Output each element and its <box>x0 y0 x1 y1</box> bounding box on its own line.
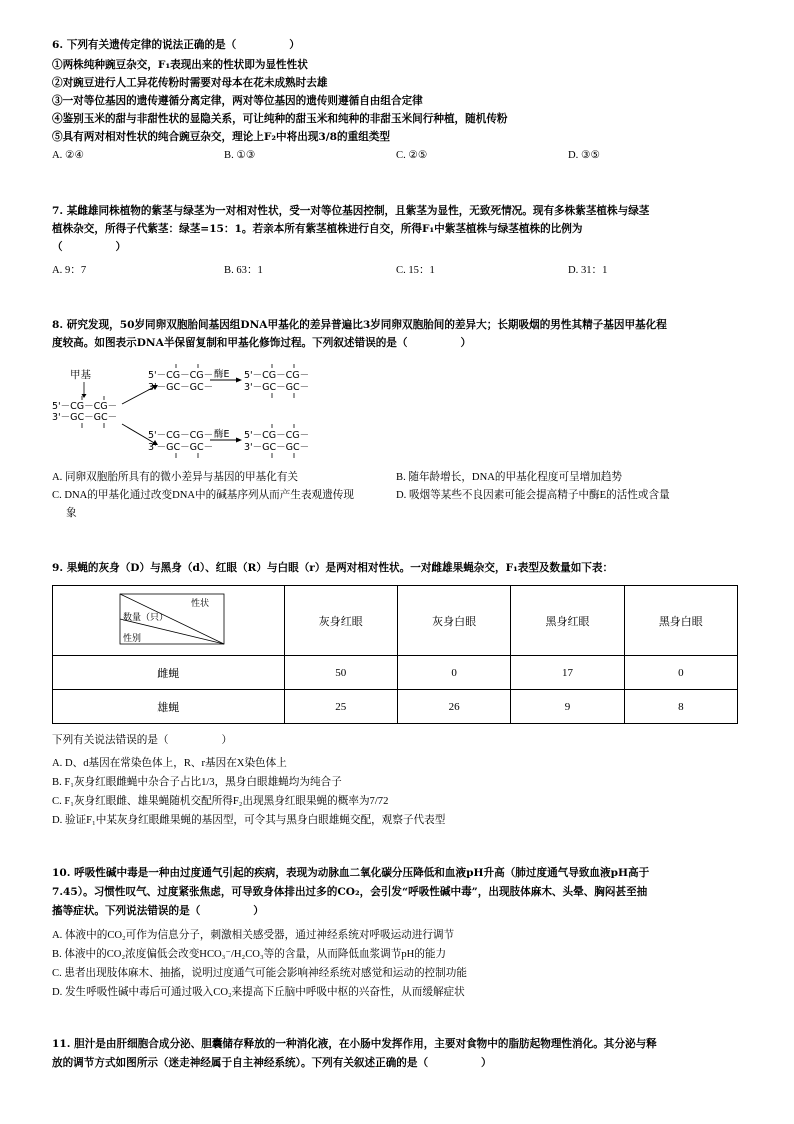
methyl-label: 甲基 <box>70 369 91 381</box>
table-header-cell: 黑身白眼 <box>624 586 737 656</box>
q8-option-c-cont: 象 <box>66 508 77 519</box>
diagonal-lines <box>53 586 285 656</box>
q6-option-d: D. ③⑤ <box>568 150 600 161</box>
q7-option-c: C. 15：1 <box>396 265 435 276</box>
table-cell: 17 <box>511 656 624 690</box>
q6-item-2: ②对豌豆进行人工异花传粉时需要对母本在花未成熟时去雄 <box>52 77 328 89</box>
table-header-cell: 灰身白眼 <box>397 586 510 656</box>
table-row <box>53 690 738 724</box>
daughter-1-methylated-bottom: 3'－GC－GC－ <box>244 382 310 393</box>
q7-stem-line3: （ ） <box>52 241 127 253</box>
corner-trait-label: 性状 <box>191 598 210 608</box>
q8-option-b: B. 随年龄增长，DNA的甲基化程度可呈增加趋势 <box>396 472 623 483</box>
daughter-2-methylated-top: 5'－CG－CG－ <box>244 430 310 441</box>
q10-option-b: B. 体液中的CO₂浓度偏低会改变HCO₃⁻/H₂CO₃等的含量，从而降低血浆调节pH的能力 <box>52 949 447 960</box>
q10-option-c: C. 患者出现肢体麻木、抽搐，说明过度通气可能会影响神经系统对感觉和运动的控制功能 <box>52 968 467 979</box>
q9-option-d: D. 验证F₁中某灰身红眼雌果蝇的基因型，可令其与黑身白眼雄蝇交配，观察子代表型 <box>52 815 446 826</box>
q6-item-3: ③一对等位基因的遗传遵循分离定律，两对等位基因的遗传则遵循自由组合定律 <box>52 95 423 107</box>
q10-stem-line1: 10. 呼吸性碱中毒是一种由过度通气引起的疾病，表现为动脉血二氧化碳分压降低和血液pH升高（肺过度通气导致血液pH高于 <box>52 867 650 879</box>
q6-option-c: C. ②⑤ <box>396 150 428 161</box>
daughter-1-methylated-top: 5'－CG－CG－ <box>244 370 310 381</box>
table-cell: 0 <box>397 656 510 690</box>
table-row <box>53 656 738 690</box>
table-cell: 26 <box>397 690 510 724</box>
q8-option-d: D. 吸烟等某些不良因素可能会提高精子中酶E的活性或含量 <box>396 490 670 501</box>
q7-stem-line1: 7. 某雌雄同株植物的紫茎与绿茎为一对相对性状，受一对等位基因控制，且紫茎为显性，无致死情况。现有多株紫茎植株与绿茎 <box>52 205 650 217</box>
dna-methylation-diagram <box>52 360 312 470</box>
row-label-female: 雌蝇 <box>53 656 285 690</box>
table-cell: 0 <box>624 656 737 690</box>
q10-stem-line2: 7.45）。习惯性叹气、过度紧张焦虑，可导致身体排出过多的CO₂，会引发“呼吸性碱中毒”，出现肢体麻木、头晕、胸闷甚至抽 <box>52 886 648 898</box>
q8-option-c: C. DNA的甲基化通过改变DNA中的碱基序列从而产生表观遗传现 <box>52 490 354 501</box>
q6-item-5: ⑤具有两对相对性状的纯合豌豆杂交，理论上F₂中将出现3/8的重组类型 <box>52 131 390 143</box>
q11-stem-line1: 11. 胆汁是由肝细胞合成分泌、胆囊储存释放的一种消化液，在小肠中发挥作用，主要对食物中的脂肪起物理性消化。其分泌与释 <box>52 1038 657 1050</box>
table-cell: 8 <box>624 690 737 724</box>
enzyme-label-upper: 酶E <box>214 369 230 380</box>
daughter-1-bottom: 3'－GC－GC－ <box>148 382 214 393</box>
q6-option-b: B. ①③ <box>224 150 256 161</box>
q9-ask: 下列有关说法错误的是（ ） <box>52 735 233 746</box>
table-corner-cell <box>53 586 285 656</box>
q10-option-d: D. 发生呼吸性碱中毒后可通过吸入CO₂来提高下丘脑中呼吸中枢的兴奋性，从而缓解症状 <box>52 987 465 998</box>
q8-option-a: A. 同卵双胞胎所具有的微小差异与基因的甲基化有关 <box>52 472 299 483</box>
table-cell: 9 <box>511 690 624 724</box>
q9-option-c: C. F₁灰身红眼雌、雄果蝇随机交配所得F₂出现黑身红眼果蝇的概率为7/72 <box>52 796 389 807</box>
q7-option-d: D. 31：1 <box>568 265 608 276</box>
daughter-1-top: 5'－CG－CG－ <box>148 370 214 381</box>
row-label-male: 雄蝇 <box>53 690 285 724</box>
daughter-2-bottom: 3'－GC－GC－ <box>148 442 214 453</box>
daughter-2-top: 5'－CG－CG－ <box>148 430 214 441</box>
q10-stem-line3: 搐等症状。下列说法错误的是（ ） <box>52 905 264 917</box>
q9-stem: 9. 果蝇的灰身（D）与黑身（d）、红眼（R）与白眼（r）是两对相对性状。一对雌雄果蝇杂交，F₁表型及数量如下表： <box>52 562 614 574</box>
table-header-cell: 黑身红眼 <box>511 586 624 656</box>
corner-sex-label: 性别 <box>123 633 142 643</box>
daughter-2-methylated-bottom: 3'－GC－GC－ <box>244 442 310 453</box>
table-cell: 50 <box>284 656 397 690</box>
q11-stem-line2: 放的调节方式如图所示（迷走神经属于自主神经系统）。下列有关叙述正确的是（ ） <box>52 1057 492 1069</box>
q7-stem-line2: 植株杂交，所得子代紫茎：绿茎=15：1。若亲本所有紫茎植株进行自交，所得F₁中紫茎植株与绿茎植株的比例为 <box>52 223 583 235</box>
q9-option-b: B. F₁灰身红眼雌蝇中杂合子占比1/3，黑身白眼雄蝇均为纯合子 <box>52 777 342 788</box>
q6-item-1: ①两株纯种豌豆杂交，F₁表现出来的性状即为显性性状 <box>52 59 308 71</box>
q7-option-b: B. 63：1 <box>224 265 263 276</box>
parent-strand-bottom: 3'－GC－GC－ <box>52 412 118 423</box>
corner-count-label: 数量（只） <box>123 612 169 622</box>
q6-item-4: ④鉴别玉米的甜与非甜性状的显隐关系，可让纯种的甜玉米和纯种的非甜玉米间行种植，随机传粉 <box>52 113 508 125</box>
q9-option-a: A. D、d基因在常染色体上，R、r基因在X染色体上 <box>52 758 287 769</box>
q8-stem-line2: 度较高。如图表示DNA半保留复制和甲基化修饰过程。下列叙述错误的是（ ） <box>52 337 472 349</box>
parent-strand-top: 5'－CG－CG－ <box>52 401 118 412</box>
q10-option-a: A. 体液中的CO₂可作为信息分子，刺激相关感受器，通过神经系统对呼吸运动进行调节 <box>52 930 455 941</box>
table-cell: 25 <box>284 690 397 724</box>
q8-stem-line1: 8. 研究发现，50岁同卵双胞胎间基因组DNA甲基化的差异普遍比3岁同卵双胞胎间的差异大；长期吸烟的男性其精子基因甲基化程 <box>52 319 667 331</box>
q7-option-a: A. 9：7 <box>52 265 87 276</box>
phenotype-table <box>52 585 738 724</box>
q6-stem: 6. 下列有关遗传定律的说法正确的是（ ） <box>52 39 300 51</box>
enzyme-label-lower: 酶E <box>214 429 230 440</box>
table-header-cell: 灰身红眼 <box>284 586 397 656</box>
q6-option-a: A. ②④ <box>52 150 84 161</box>
